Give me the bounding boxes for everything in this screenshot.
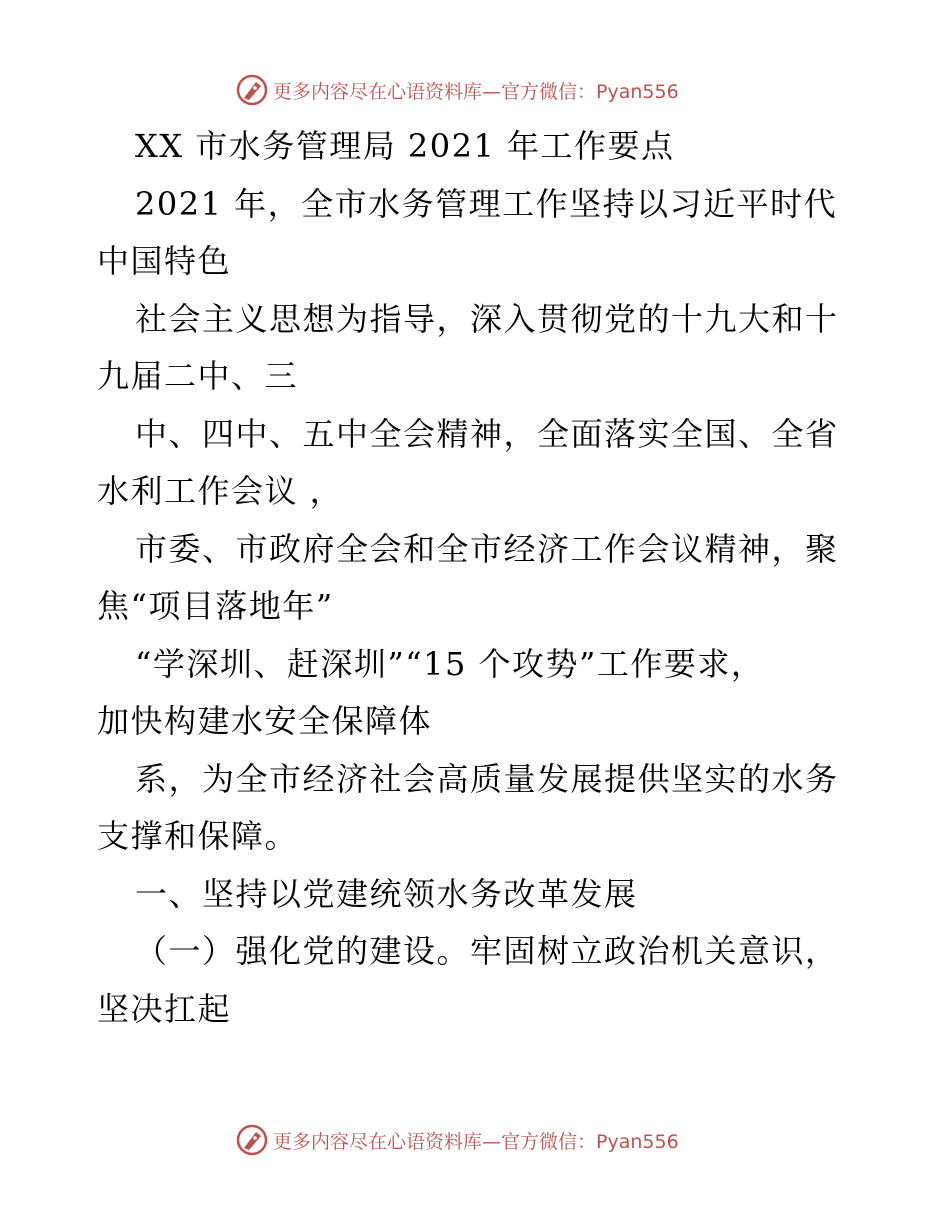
watermark-text: 更多内容尽在心语资料库—官方微信：Pyan556 (273, 1130, 679, 1153)
paragraph-line: 焦“项目落地年” (97, 587, 334, 625)
header-watermark (235, 72, 679, 108)
paragraph-line: 九届二中、三 (97, 357, 299, 395)
pen-nib-circle-icon (235, 73, 269, 107)
paragraph-line: 2021 年，全市水务管理工作坚持以习近平时代 (135, 184, 838, 223)
document-title: XX 市水务管理局 2021 年工作要点 (135, 127, 675, 165)
watermark-text: 更多内容尽在心语资料库—官方微信：Pyan556 (273, 80, 679, 103)
paragraph-line: 市委、市政府全会和全市经济工作会议精神，聚 (135, 529, 839, 568)
paragraph-line: 中、四中、五中全会精神，全面落实全国、全省 (135, 414, 839, 453)
paragraph-line: 坚决扛起 (97, 989, 232, 1028)
paragraph-line: 社会主义思想为指导，深入贯彻党的十九大和十 (135, 299, 839, 338)
paragraph-line: “学深圳、赶深圳”“15 个攻势”工作要求， (135, 644, 765, 683)
paragraph-line: 中国特色 (97, 242, 232, 280)
paragraph-line: 加快构建水安全保障体 (97, 702, 433, 740)
document-body (97, 118, 857, 1038)
footer-watermark (235, 1122, 679, 1158)
paragraph-line: 一、坚持以党建统领水务改革发展 (135, 874, 638, 913)
paragraph-line: 支撑和保障。 (97, 817, 299, 855)
paragraph-line: 水利工作会议 ， (97, 472, 344, 510)
paragraph-line: （一）强化党的建设。牢固树立政治机关意识， (135, 932, 839, 970)
paragraph-line: 系，为全市经济社会高质量发展提供坚实的水务 (135, 759, 839, 798)
pen-nib-circle-icon (235, 1123, 269, 1157)
